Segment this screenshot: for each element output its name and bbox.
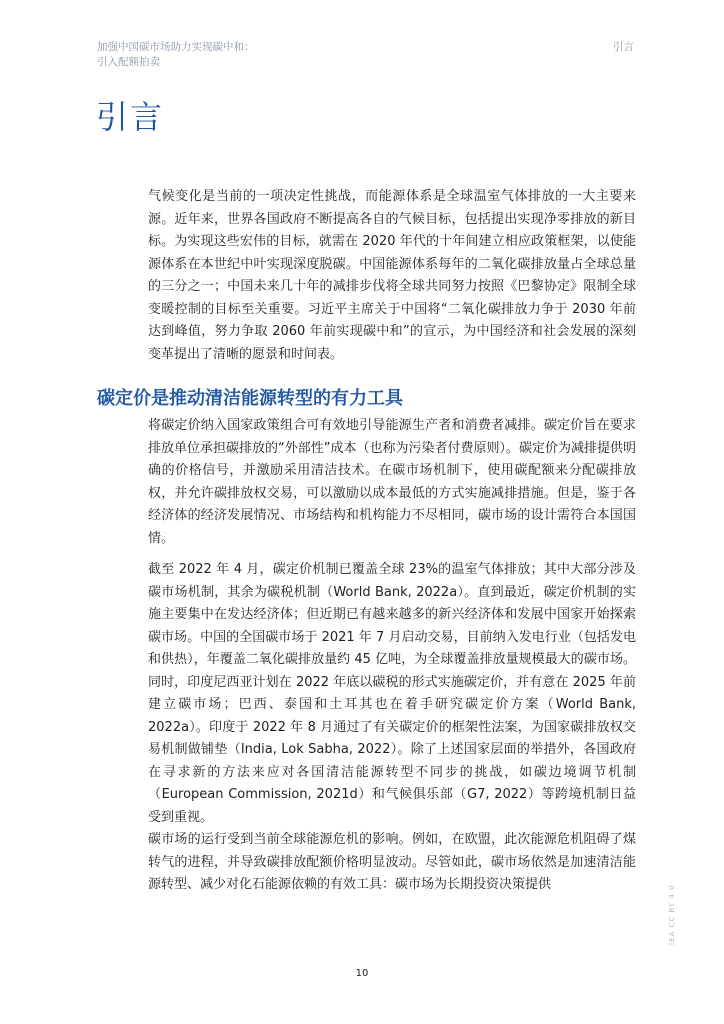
section-heading: 碳定价是推动清洁能源转型的有力工具 <box>97 388 403 409</box>
page-number: 10 <box>355 968 369 979</box>
body-paragraph: 将碳定价纳入国家政策组合可有效地引导能源生产者和消费者减排。碳定价旨在要求排放单位承担碳排放的“外部性”成本（也称为污染者付费原则）。碳定价为减排提供明确的价格信号，并激励采用清洁技术。在碳市场机制下，使用碳配额来分配碳排放权，并允许碳排放权交易，可以激励以成本最低的方式实施减排措施。但是，鉴于各经济体的经济发展情况、市场结构和机构能力不尽相同，碳市场的设计需符合本国国情。 <box>148 418 636 546</box>
page-title: 引言 <box>96 98 165 136</box>
running-header <box>97 40 255 70</box>
report-title-line1: 加强中国碳市场助力实现碳中和： <box>97 41 255 53</box>
body-paragraph: 碳市场的运行受到当前全球能源危机的影响。例如，在欧盟，此次能源危机阻碍了煤转气的进程，并导致碳排放配额价格明显波动。尽管如此，碳市场依然是加速清洁能源转型、减少对化石能源依赖的有效工具：碳市场为长期投资决策提供 <box>148 832 636 892</box>
report-title-line2: 引入配额拍卖 <box>97 56 160 68</box>
intro-paragraph: 气候变化是当前的一项决定性挑战，而能源体系是全球温室气体排放的一大主要来源。近年来，世界各国政府不断提高各自的气候目标，包括提出实现净零排放的新目标。为实现这些宏伟的目标，就需在 2020 年代的十年间建立相应政策框架，以使能源体系在本世纪中叶实现深度脱碳。中国能源体系每年的二氧化碳排放量占全球总量的三分之一；中国未来几十年的减排步伐将全球共同努力按照《巴黎协定》限制全球变暖控制的目标至关重要。习近平主席关于中国将“二氧化碳排放力争于 2030 年前达到峰值，努力争取 2060 年前实现碳中和”的宣示，为中国经济和社会发展的深刻变革提出了清晰的愿景和时间表。 <box>148 189 636 362</box>
section-label: 引言 <box>613 41 634 53</box>
body-paragraph: 截至 2022 年 4 月，碳定价机制已覆盖全球 23%的温室气体排放；其中大部分涉及碳市场机制，其余为碳税机制（World Bank, 2022a）。直到最近，碳定价机制的实施主要集中在发达经济体；但近期已有越来越多的新兴经济体和发展中国家开始探索碳市场。中国的全国碳市场于 2021 年 7 月启动交易，目前纳入发电行业（包括发电和供热），年覆盖二氧化碳排放量约 45 亿吨，为全球覆盖排放量规模最大的碳市场。同时，印度尼西亚计划在 2022 年底以碳税的形式实施碳定价，并有意在 2025 年前建立碳市场；巴西、泰国和土耳其也在着手研究碳定价方案（World Bank, 2022a）。印度于 2022 年 8 月通过了有关碳定价的框架性法案，为国家碳排放权交易机制做铺垫（India, Lok Sabha, 2022）。除了上述国家层面的举措外，各国政府在寻求新的方法来应对各国清洁能源转型不同步的挑战，如碳边境调节机制（European Commission, 2021d）和气候俱乐部（G7, 2022）等跨境机制日益受到重视。 <box>148 562 636 825</box>
license-note: IEA CC BY 4.0 <box>668 884 676 945</box>
